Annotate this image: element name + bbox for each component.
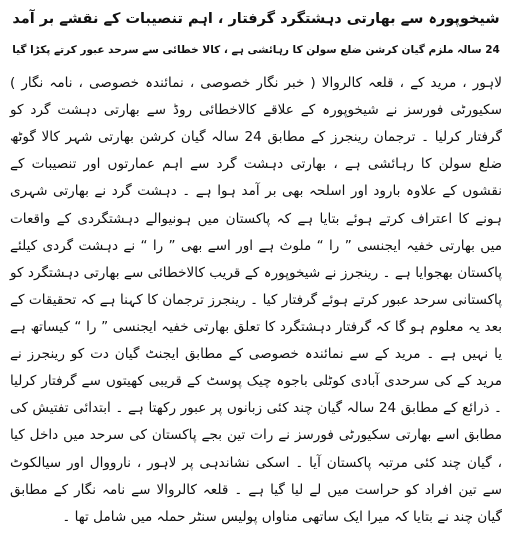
article-body: لاہور ، مرید کے ، قلعہ کالروالا ( خبر نگار خصوصی ، نمائندہ خصوصی ، نامہ نگار ) سکیورٹی فورسز نے شیخوپورہ کے علاقے کالاخطائی روڈ سے بھارتی دہشت گرد کو گرفتار کرلیا ۔ ترجمان رینجرز کے مطابق 24 سالہ گیان کرشن بھارتی شہر کالا گوٹھ ضلع سولن کا رہائشی ہے ، بھارتی دہشت گرد سے اہم عمارتوں اور تنصیبات کے نقشوں کے علاوہ بارود اور اسلحہ بھی بر آمد ہوا ہے ۔ دہشت گرد نے بھارتی شہری ہونے کا اعتراف کرتے ہوئے بتایا ہے کہ پاکستان میں ہونیوالے دہشتگردی کے واقعات میں بھارتی خفیہ ایجنسی ” را “ ملوث ہے اور اسے بھی ” را “ نے دہشت گردی کیلئے پاکستان بھجوایا ہے ۔ رینجرز نے شیخوپورہ کے قریب کالاخطائی سے بھارتی دہشتگرد کو پاکستانی سرحد عبور کرتے ہوئے گرفتار کیا ۔ رینجرز ترجمان کا کہنا ہے کہ تحقیقات کے بعد یہ معلوم ہو گا کہ گرفتار دہشتگرد کا تعلق بھارتی خفیہ ایجنسی ” را “ کیساتھ ہے یا نہیں ہے ۔ مرید کے سے نمائندہ خصوصی کے مطابق ایجنٹ گیان دت کو رینجرز نے مرید کے کی سرحدی آبادی کوٹلی باجوہ چیک پوسٹ کے قریبی کھیتوں سے گرفتار کرلیا ۔ ذرائع کے مطابق 24 سالہ گیان چند کئی زبانوں پر عبور رکھتا ہے ۔ ابتدائی تفتیش کی مطابق اسے بھارتی سکیورٹی فورسز نے رات تین بجے پاکستان کی سرحد میں داخل کیا ، گیان چند کئی مرتبہ پاکستان آیا ۔ اسکی نشاندہی پر لاہور ، نارووال اور سیالکوٹ سے تین افراد کو حراست میں لے لیا گیا ہے ۔ قلعہ کالروالا سے نامہ نگار کے مطابق گیان چند نے بتایا کہ میرا ایک ساتھی مناواں پولیس سنٹر حملہ میں شامل تھا ۔ [10, 75, 503, 525]
article-subheadline: 24 سالہ ملزم گیان کرشن ضلع سولن کا رہائشی ہے ، کالا خطائی سے سرحد عبور کرتے پکڑا گیا [12, 44, 500, 56]
article-headline: شیخوپورہ سے بھارتی دہشتگرد گرفتار ، اہم تنصیبات کے نقشے بر آمد [12, 11, 500, 27]
